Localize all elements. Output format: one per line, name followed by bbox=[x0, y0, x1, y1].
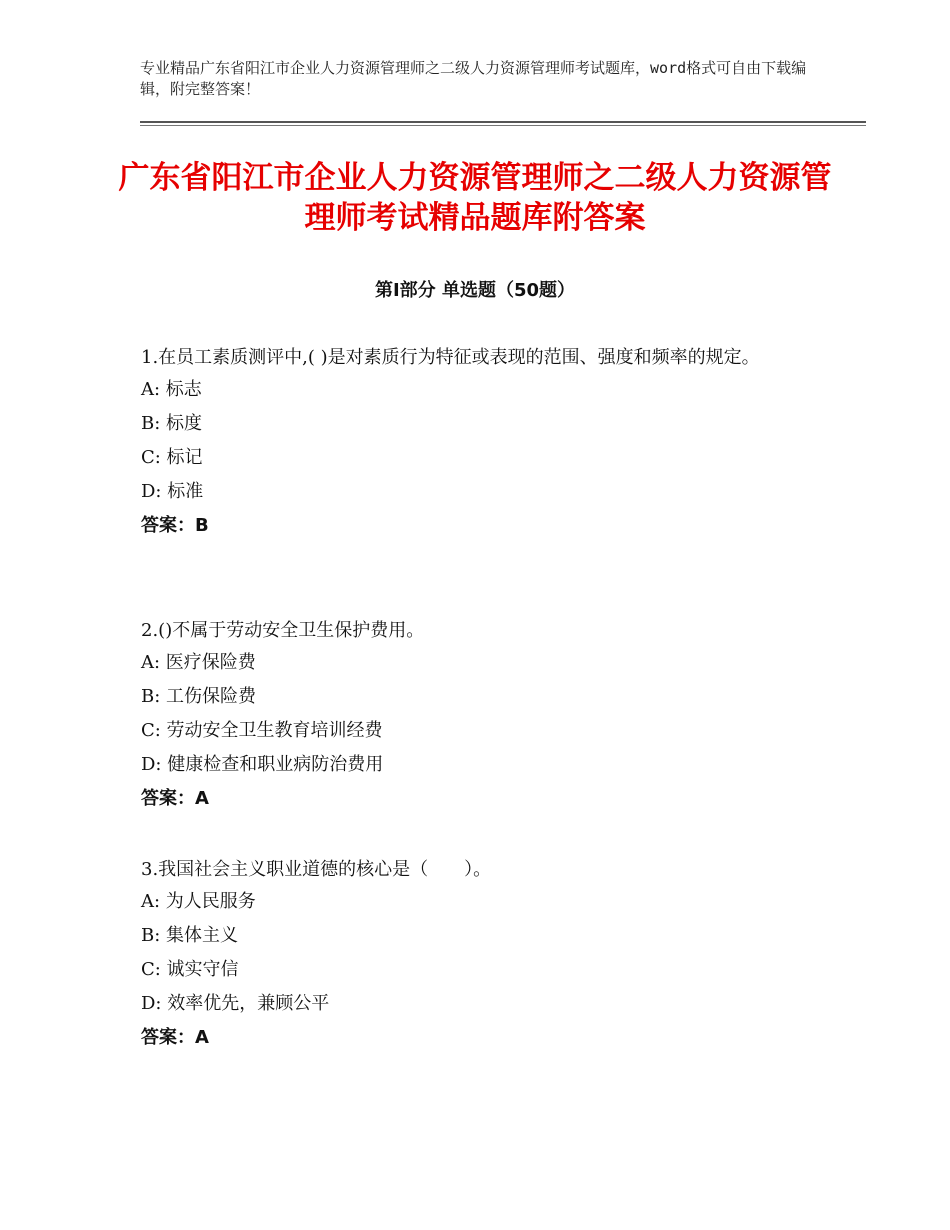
document-title: 广东省阳江市企业人力资源管理师之二级人力资源管理师考试精品题库附答案 bbox=[118, 160, 832, 236]
option-a: A: 标志 bbox=[141, 379, 202, 400]
option-b: B: 标度 bbox=[141, 413, 203, 434]
option-c: C: 劳动安全卫生教育培训经费 bbox=[141, 720, 383, 741]
header-rule-thick bbox=[140, 121, 866, 123]
header-note: 专业精品广东省阳江市企业人力资源管理师之二级人力资源管理师考试题库，word格式可自由下载编辑，附完整答案！ bbox=[140, 59, 807, 98]
question-1 bbox=[141, 342, 821, 543]
option-d: D: 健康检查和职业病防治费用 bbox=[141, 754, 384, 775]
option-d: D: 标准 bbox=[141, 481, 204, 502]
option-d: D: 效率优先，兼顾公平 bbox=[141, 993, 330, 1014]
question-2 bbox=[141, 615, 821, 816]
answer: 答案：A bbox=[141, 788, 209, 809]
header-rule-thin bbox=[140, 125, 866, 126]
question-3 bbox=[141, 854, 821, 1055]
option-b: B: 工伤保险费 bbox=[141, 686, 257, 707]
question-stem: 3.我国社会主义职业道德的核心是（ ）。 bbox=[141, 859, 492, 880]
option-c: C: 标记 bbox=[141, 447, 203, 468]
option-a: A: 医疗保险费 bbox=[141, 652, 256, 673]
question-stem: 2.()不属于劳动安全卫生保护费用。 bbox=[141, 620, 425, 641]
question-stem: 1.在员工素质测评中,( )是对素质行为特征或表现的范围、强度和频率的规定。 bbox=[141, 347, 760, 368]
section-title: 第Ⅰ部分 单选题（50题） bbox=[374, 280, 575, 301]
option-b: B: 集体主义 bbox=[141, 925, 239, 946]
option-a: A: 为人民服务 bbox=[141, 891, 256, 912]
answer: 答案：B bbox=[141, 515, 209, 536]
option-c: C: 诚实守信 bbox=[141, 959, 239, 980]
answer: 答案：A bbox=[141, 1027, 209, 1048]
